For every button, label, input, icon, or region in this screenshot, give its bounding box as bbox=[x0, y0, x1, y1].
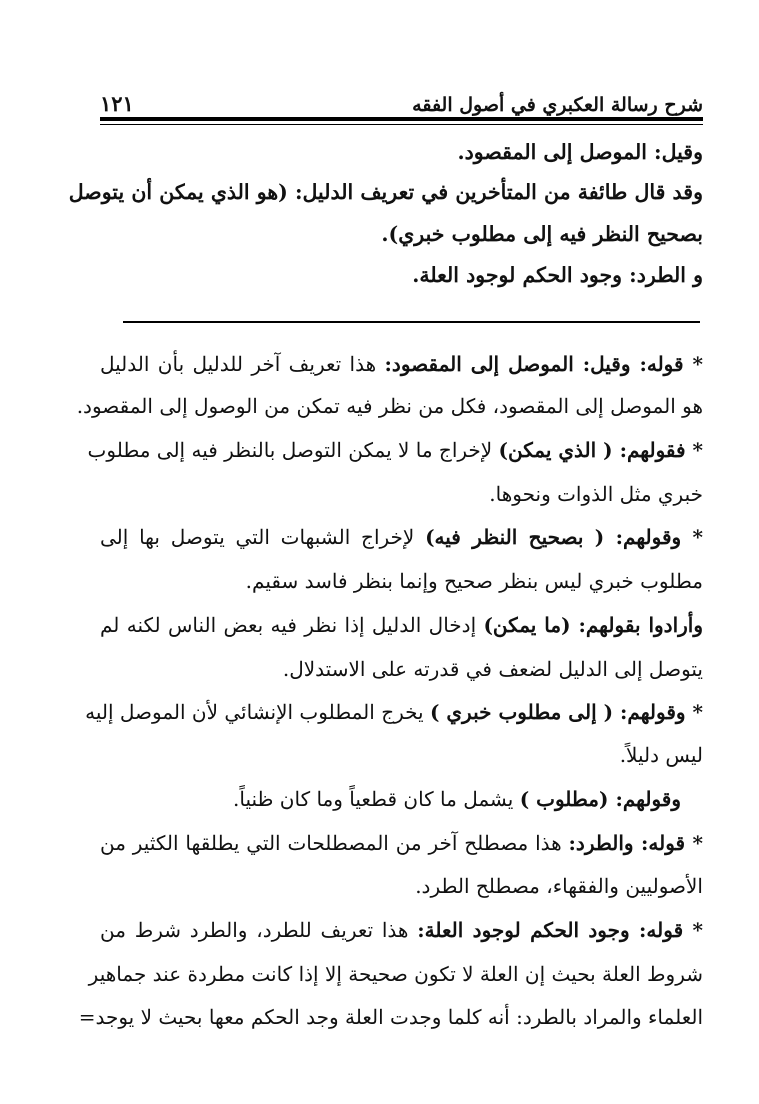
main-line-1: وقيل: الموصل إلى المقصود. bbox=[457, 140, 703, 164]
commentary-text: هذا تعريف آخر للدليل بأن الدليل bbox=[100, 352, 385, 376]
commentary-lead: وأرادوا بقولهم: (ما يمكن) bbox=[483, 613, 703, 637]
page-number: ١٢١ bbox=[100, 91, 134, 116]
header-rule-thick bbox=[100, 117, 703, 121]
commentary-lead: * قوله: وجود الحكم لوجود العلة: bbox=[417, 918, 703, 942]
commentary-line bbox=[100, 605, 703, 645]
commentary-line bbox=[77, 386, 703, 426]
main-line-4: و الطرد: وجود الحكم لوجود العلة. bbox=[412, 263, 703, 287]
commentary-lead: * وقولهم: ( إلى مطلوب خبري ) bbox=[429, 700, 703, 724]
commentary-lead: وقولهم: (مطلوب ) bbox=[519, 787, 681, 811]
commentary-line bbox=[87, 430, 703, 470]
header-rule-thin bbox=[100, 124, 703, 125]
commentary-lead: * فقولهم: ( الذي يمكن) bbox=[498, 438, 703, 462]
commentary-text: يشمل ما كان قطعياً وما كان ظنياً. bbox=[233, 787, 520, 811]
commentary-line bbox=[78, 997, 703, 1037]
commentary-line bbox=[415, 866, 703, 906]
commentary-text: العلماء والمراد بالطرد: أنه كلما وجدت العلة وجد الحكم معها بحيث لا يوجد= bbox=[78, 1005, 703, 1029]
commentary-text: خبري مثل الذوات ونحوها. bbox=[489, 482, 703, 506]
commentary-text: إدخال الدليل إذا نظر فيه بعض الناس لكنه لم bbox=[100, 613, 484, 637]
commentary-text: هذا مصطلح آخر من المصطلحات التي يطلقها الكثير من bbox=[100, 831, 569, 855]
commentary-line bbox=[246, 561, 703, 601]
commentary-line bbox=[489, 474, 703, 514]
commentary-line bbox=[620, 735, 703, 775]
page-header bbox=[100, 82, 703, 116]
footnote-separator bbox=[123, 321, 700, 323]
commentary-text: هو الموصل إلى المقصود، فكل من نظر فيه تمكن من الوصول إلى المقصود. bbox=[76, 394, 703, 418]
commentary-line bbox=[100, 910, 703, 950]
commentary-text: شروط العلة بحيث إن العلة لا تكون صحيحة إلا إذا كانت مطردة عند جماهير bbox=[88, 962, 703, 986]
main-line-2: وقد قال طائفة من المتأخرين في تعريف الدليل: (هو الذي يمكن أن يتوصل bbox=[68, 180, 703, 204]
commentary-line bbox=[88, 954, 703, 994]
commentary-line bbox=[85, 692, 703, 732]
commentary-line bbox=[283, 649, 703, 689]
commentary-line bbox=[100, 823, 703, 863]
commentary-text: يخرج المطلوب الإنشائي لأن الموصل إليه bbox=[85, 700, 430, 724]
commentary-text: لإخراج الشبهات التي يتوصل بها إلى bbox=[100, 525, 426, 549]
main-line-3: بصحيح النظر فيه إلى مطلوب خبري). bbox=[381, 222, 703, 246]
commentary-text: الأصوليين والفقهاء، مصطلح الطرد. bbox=[415, 874, 703, 898]
running-title: شرح رسالة العكبري في أصول الفقه bbox=[412, 94, 703, 116]
commentary-text: هذا تعريف للطرد، والطرد شرط من bbox=[100, 918, 418, 942]
commentary-line bbox=[100, 344, 703, 384]
commentary-text: مطلوب خبري ليس بنظر صحيح وإنما بنظر فاسد سقيم. bbox=[245, 569, 703, 593]
commentary-text: ليس دليلاً. bbox=[619, 743, 703, 767]
commentary-text: لإخراج ما لا يمكن التوصل بالنظر فيه إلى مطلوب bbox=[87, 438, 499, 462]
commentary-text: يتوصل إلى الدليل لضعف في قدرته على الاستدلال. bbox=[282, 657, 703, 681]
commentary-lead: * قوله: وقيل: الموصل إلى المقصود: bbox=[384, 352, 704, 376]
commentary-lead: * قوله: والطرد: bbox=[568, 831, 703, 855]
commentary-lead: * وقولهم: ( بصحيح النظر فيه) bbox=[425, 525, 703, 549]
commentary-line bbox=[233, 779, 681, 819]
commentary-line bbox=[100, 517, 703, 557]
